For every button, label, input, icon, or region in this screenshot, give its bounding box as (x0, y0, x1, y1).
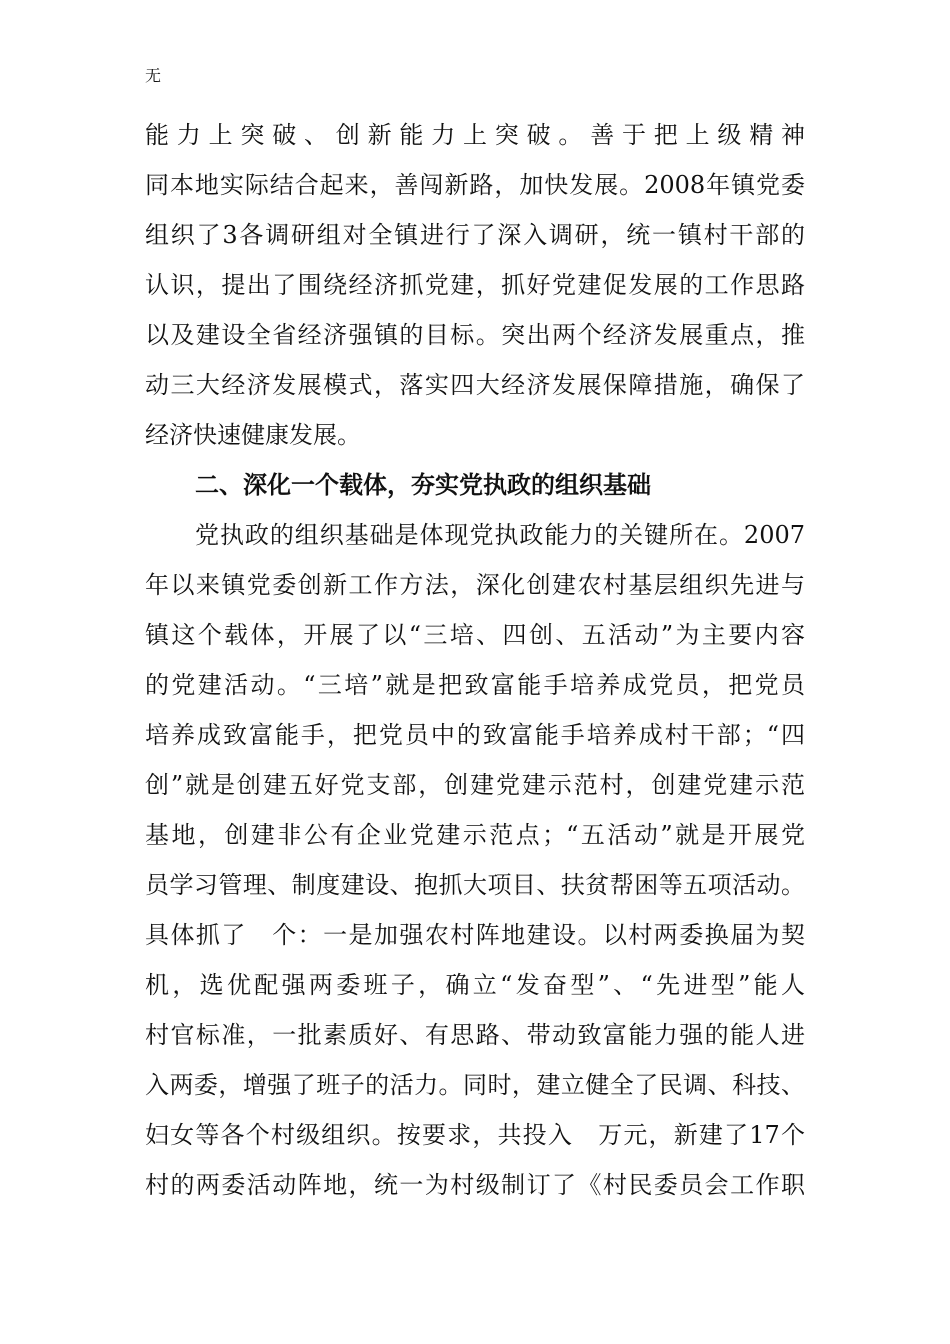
text-line: 经济快速健康发展。 (145, 421, 361, 449)
text-line: 同本地实际结合起来，善闯新路，加快发展。2008年镇党委 (145, 171, 805, 199)
text-line: 具体抓了 个：一是加强农村阵地建设。以村两委换届为契 (145, 921, 805, 949)
text-line: 基地，创建非公有企业党建示范点；“五活动”就是开展党 (145, 821, 805, 849)
page-header: 无 (145, 66, 162, 85)
text-line: 党执政的组织基础是体现党执政能力的关键所在。2007 (195, 521, 805, 549)
text-line: 镇这个载体，开展了以“三培、四创、五活动”为主要内容 (145, 621, 805, 649)
text-line: 认识，提出了围绕经济抓党建，抓好党建促发展的工作思路 (145, 271, 805, 299)
text-line: 入两委，增强了班子的活力。同时，建立健全了民调、科技、 (145, 1071, 805, 1099)
text-line: 创”就是创建五好党支部，创建党建示范村，创建党建示范 (145, 771, 805, 799)
text-line: 妇女等各个村级组织。按要求，共投入 万元，新建了17个 (145, 1121, 805, 1149)
text-line: 能力上突破、创新能力上突破。善于把上级精神 (145, 121, 805, 149)
text-line: 村官标准，一批素质好、有思路、带动致富能力强的能人进 (145, 1021, 805, 1049)
document-body (145, 110, 805, 1210)
text-line: 年以来镇党委创新工作方法，深化创建农村基层组织先进与 (145, 571, 805, 599)
text-line: 培养成致富能手，把党员中的致富能手培养成村干部；“四 (145, 721, 805, 749)
text-line: 的党建活动。“三培”就是把致富能手培养成党员，把党员 (145, 671, 805, 699)
text-line: 机，选优配强两委班子，确立“发奋型”、“先进型”能人 (145, 971, 805, 999)
text-line: 动三大经济发展模式，落实四大经济发展保障措施，确保了 (145, 371, 805, 399)
text-line: 组织了3各调研组对全镇进行了深入调研，统一镇村干部的 (145, 221, 805, 249)
text-line: 员学习管理、制度建设、抱抓大项目、扶贫帮困等五项活动。 (145, 871, 805, 899)
section-heading: 二、深化一个载体，夯实党执政的组织基础 (195, 470, 651, 499)
text-line: 以及建设全省经济强镇的目标。突出两个经济发展重点，推 (145, 321, 805, 349)
text-line: 村的两委活动阵地，统一为村级制订了《村民委员会工作职 (145, 1171, 805, 1199)
